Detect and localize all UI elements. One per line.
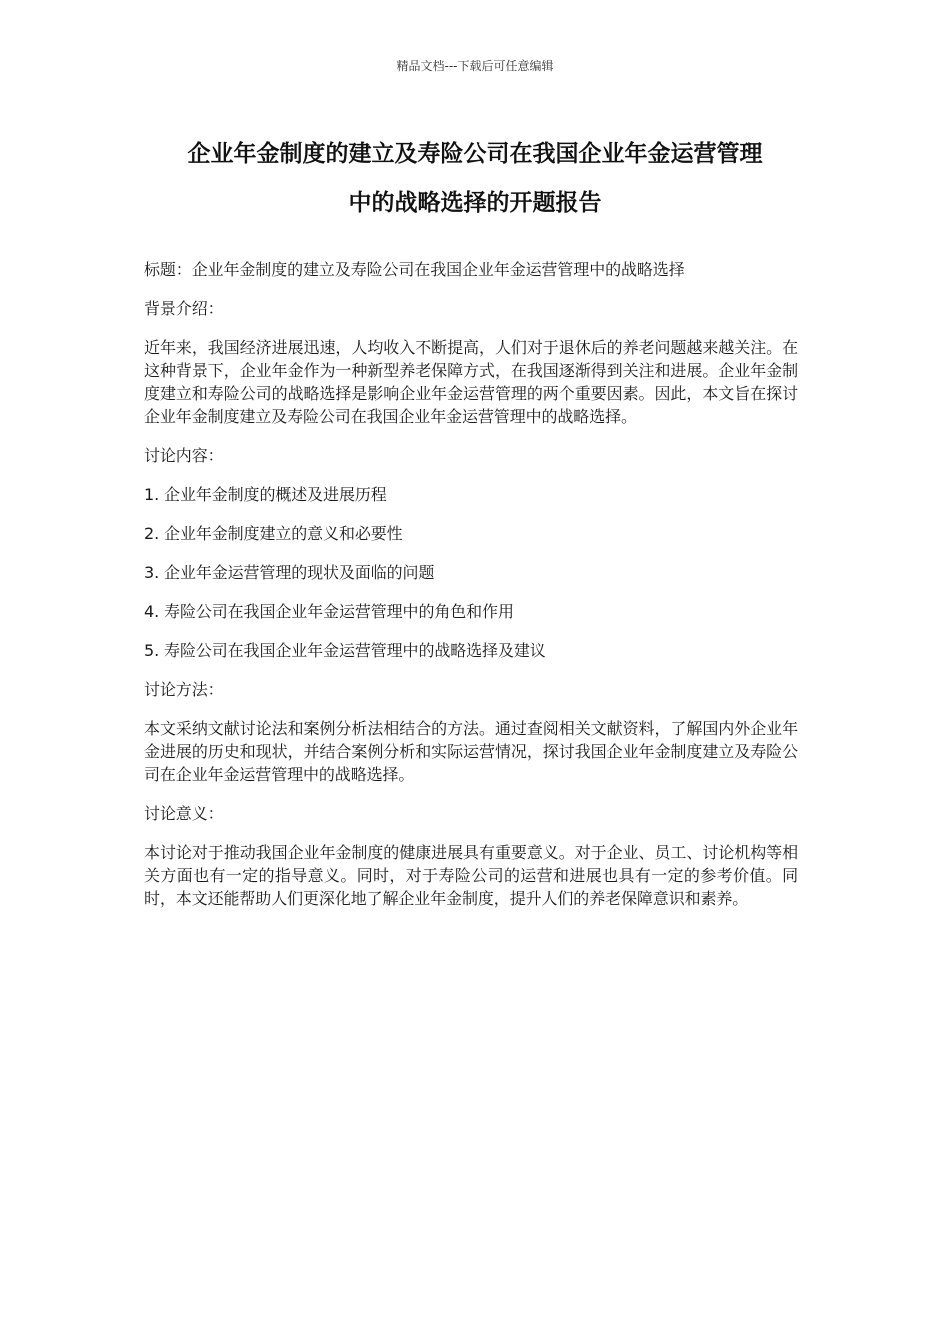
document-title bbox=[140, 130, 810, 228]
page-header: 精品文档---下载后可任意编辑 bbox=[396, 59, 554, 73]
document-title-line-2: 中的战略选择的开题报告 bbox=[348, 190, 602, 216]
background-paragraph: 近年来，我国经济进展迅速，人均收入不断提高，人们对于退休后的养老问题越来越关注。在这种背景下，企业年金作为一种新型养老保障方式，在我国逐渐得到关注和进展。企业年金制度建立和寿险公司的战略选择是影响企业年金运营管理的两个重要因素。因此，本文旨在探讨企业年金制度建立及寿险公司在我国企业年金运营管理中的战略选择。 bbox=[144, 338, 798, 426]
content-item-5: 5. 寿险公司在我国企业年金运营管理中的战略选择及建议 bbox=[144, 641, 546, 660]
content-item-3: 3. 企业年金运营管理的现状及面临的问题 bbox=[144, 563, 435, 582]
background-heading: 背景介绍： bbox=[144, 299, 224, 318]
method-paragraph: 本文采纳文献讨论法和案例分析法相结合的方法。通过查阅相关文献资料，了解国内外企业年金进展的历史和现状，并结合案例分析和实际运营情况，探讨我国企业年金制度建立及寿险公司在企业年金运营管理中的战略选择。 bbox=[144, 719, 798, 784]
document-body bbox=[144, 258, 798, 926]
method-heading: 讨论方法： bbox=[144, 680, 224, 699]
significance-heading: 讨论意义： bbox=[144, 804, 224, 823]
significance-paragraph: 本讨论对于推动我国企业年金制度的健康进展具有重要意义。对于企业、员工、讨论机构等相关方面也有一定的指导意义。同时，对于寿险公司的运营和进展也具有一定的参考价值。同时，本文还能帮助人们更深化地了解企业年金制度，提升人们的养老保障意识和素养。 bbox=[144, 843, 798, 908]
content-item-4: 4. 寿险公司在我国企业年金运营管理中的角色和作用 bbox=[144, 602, 514, 621]
document-title-line-1: 企业年金制度的建立及寿险公司在我国企业年金运营管理 bbox=[187, 141, 763, 167]
content-heading: 讨论内容： bbox=[144, 446, 224, 465]
subject-line: 标题：企业年金制度的建立及寿险公司在我国企业年金运营管理中的战略选择 bbox=[144, 260, 685, 279]
content-item-2: 2. 企业年金制度建立的意义和必要性 bbox=[144, 524, 403, 543]
content-item-1: 1. 企业年金制度的概述及进展历程 bbox=[144, 485, 387, 504]
